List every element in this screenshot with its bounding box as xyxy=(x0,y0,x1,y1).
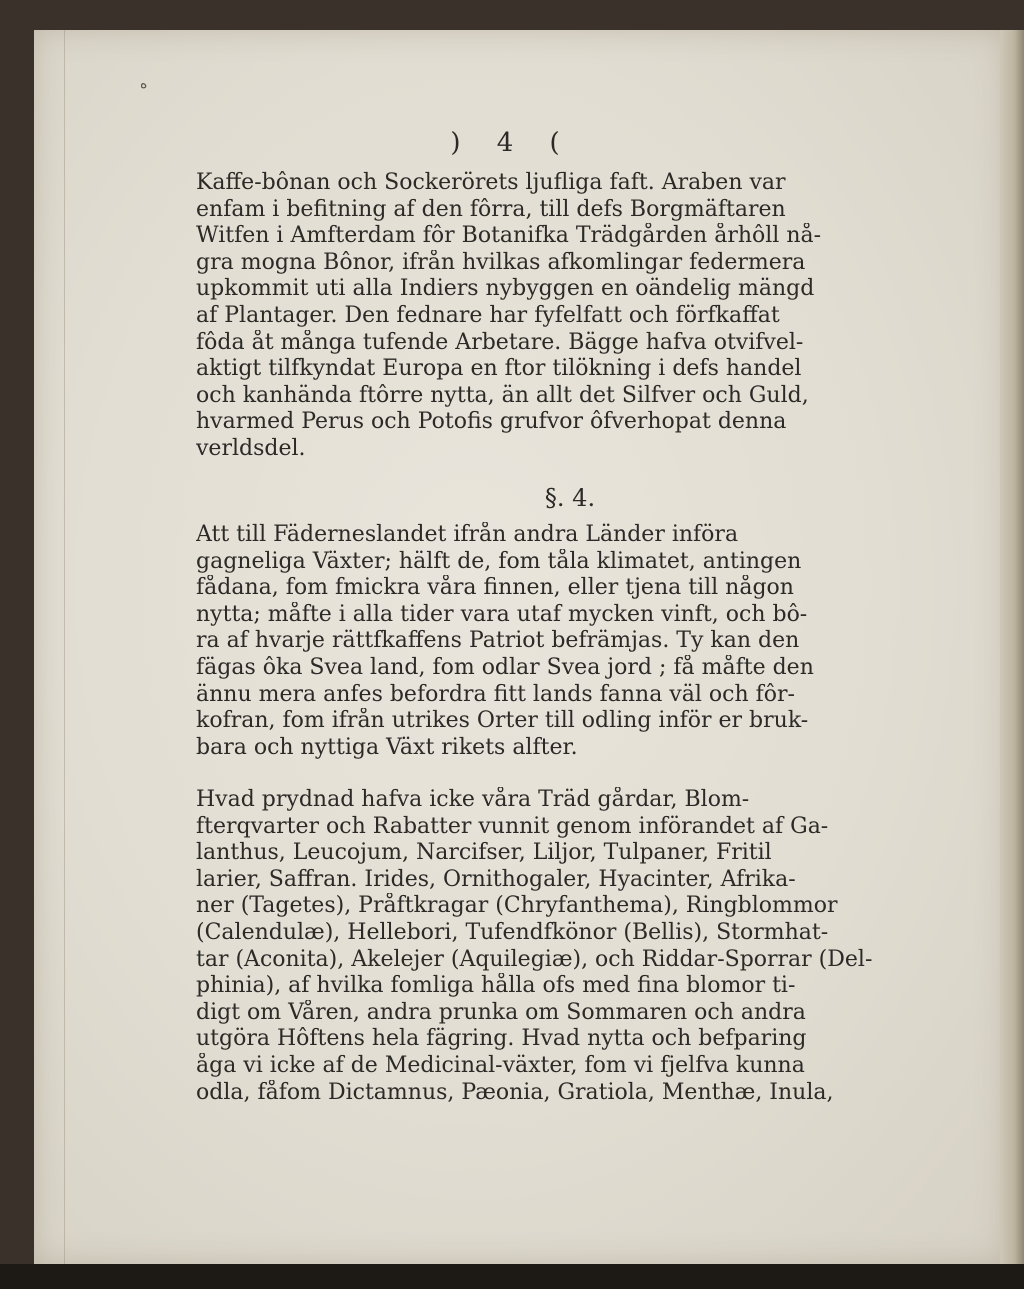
text-line: fägas ôka Svea land, fom odlar Svea jord ; få måfte den xyxy=(196,654,814,680)
text-line: ner (Tagetes), Pråftkragar (Chryfanthema), Ringblommor xyxy=(196,893,838,919)
text-line: phinia), af hvilka fomliga hålla ofs med fina blomor ti- xyxy=(196,973,796,999)
text-line: odla, fåfom Dictamnus, Pæonia, Gratiola, Menthæ, Inula, xyxy=(196,1079,834,1105)
text-line: och kanhända ftôrre nytta, än allt det Silfver och Guld, xyxy=(196,382,809,408)
text-line: fôda åt många tufende Arbetare. Bägge hafva otvifvel- xyxy=(196,329,804,355)
text-line: Hvad prydnad hafva icke våra Träd gårdar, Blom- xyxy=(196,787,750,812)
text-line: ännu mera anfes befordra fitt lands fanna väl och fôr- xyxy=(196,681,795,707)
page-gutter-line xyxy=(64,30,65,1264)
text-line: larier, Saffran. Irides, Ornithogaler, Hyacinter, Afrika- xyxy=(196,866,796,892)
text-line: gagneliga Växter; hälft de, fom tåla klimatet, antingen xyxy=(196,548,802,574)
text-line: aktigt tilfkyndat Europa en ftor tilökning i defs handel xyxy=(196,356,802,382)
text-line: Witfen i Amfterdam fôr Botanifka Trädgården århôll nå- xyxy=(196,223,822,249)
text-line: fterqvarter och Rabatter vunnit genom införandet af Ga- xyxy=(196,813,829,839)
text-line: tar (Aconita), Akelejer (Aquilegiæ), och Riddar-Sporrar (Del- xyxy=(196,946,873,972)
page-number-header: ) 4 ( xyxy=(450,128,574,158)
section-heading: §. 4. xyxy=(544,484,596,512)
text-line: ra af hvarje rättfkaffens Patriot befrämjas. Ty kan den xyxy=(196,628,800,654)
paragraph-1 xyxy=(196,170,936,463)
text-line: af Plantager. Den fednare har fyfelfatt och förfkaffat xyxy=(196,302,780,328)
scan-border-bottom xyxy=(0,1264,1024,1289)
page-edge-right xyxy=(1000,30,1024,1264)
text-line: digt om Våren, andra prunka om Sommaren och andra xyxy=(196,999,806,1025)
text-line: kofran, fom ifrån utrikes Orter till odling inför er bruk- xyxy=(196,708,809,734)
text-line: verldsdel. xyxy=(196,435,306,461)
text-line: fådana, fom fmickra våra finnen, eller tjena till någon xyxy=(196,575,794,601)
text-line: hvarmed Perus och Potofis grufvor ôfverhopat denna xyxy=(196,409,787,435)
text-line: upkommit uti alla Indiers nybyggen en oändelig mängd xyxy=(196,276,815,302)
text-line: enfam i befitning af den fôrra, till defs Borgmäftaren xyxy=(196,196,786,222)
text-line: nytta; måfte i alla tider vara utaf mycken vinft, och bô- xyxy=(196,601,808,627)
text-line: Att till Fäderneslandet ifrån andra Länder införa xyxy=(196,522,739,547)
margin-mark: ه xyxy=(140,76,148,92)
text-line: (Calendulæ), Hellebori, Tufendfkönor (Bellis), Stormhat- xyxy=(196,919,829,945)
text-line: bara och nyttiga Växt rikets alfter. xyxy=(196,734,578,760)
text-line: gra mogna Bônor, ifrån hvilkas afkomlingar federmera xyxy=(196,249,806,275)
text-line: åga vi icke af de Medicinal-växter, fom vi fjelfva kunna xyxy=(196,1052,805,1078)
text-line: utgöra Hôftens hela fägring. Hvad nytta och befparing xyxy=(196,1026,807,1052)
paragraph-2 xyxy=(196,522,936,761)
text-line: lanthus, Leucojum, Narcifser, Liljor, Tulpaner, Fritil xyxy=(196,840,772,866)
paragraph-3 xyxy=(196,787,936,1106)
text-line: Kaffe-bônan och Sockerörets ljufliga faft. Araben var xyxy=(196,170,786,195)
